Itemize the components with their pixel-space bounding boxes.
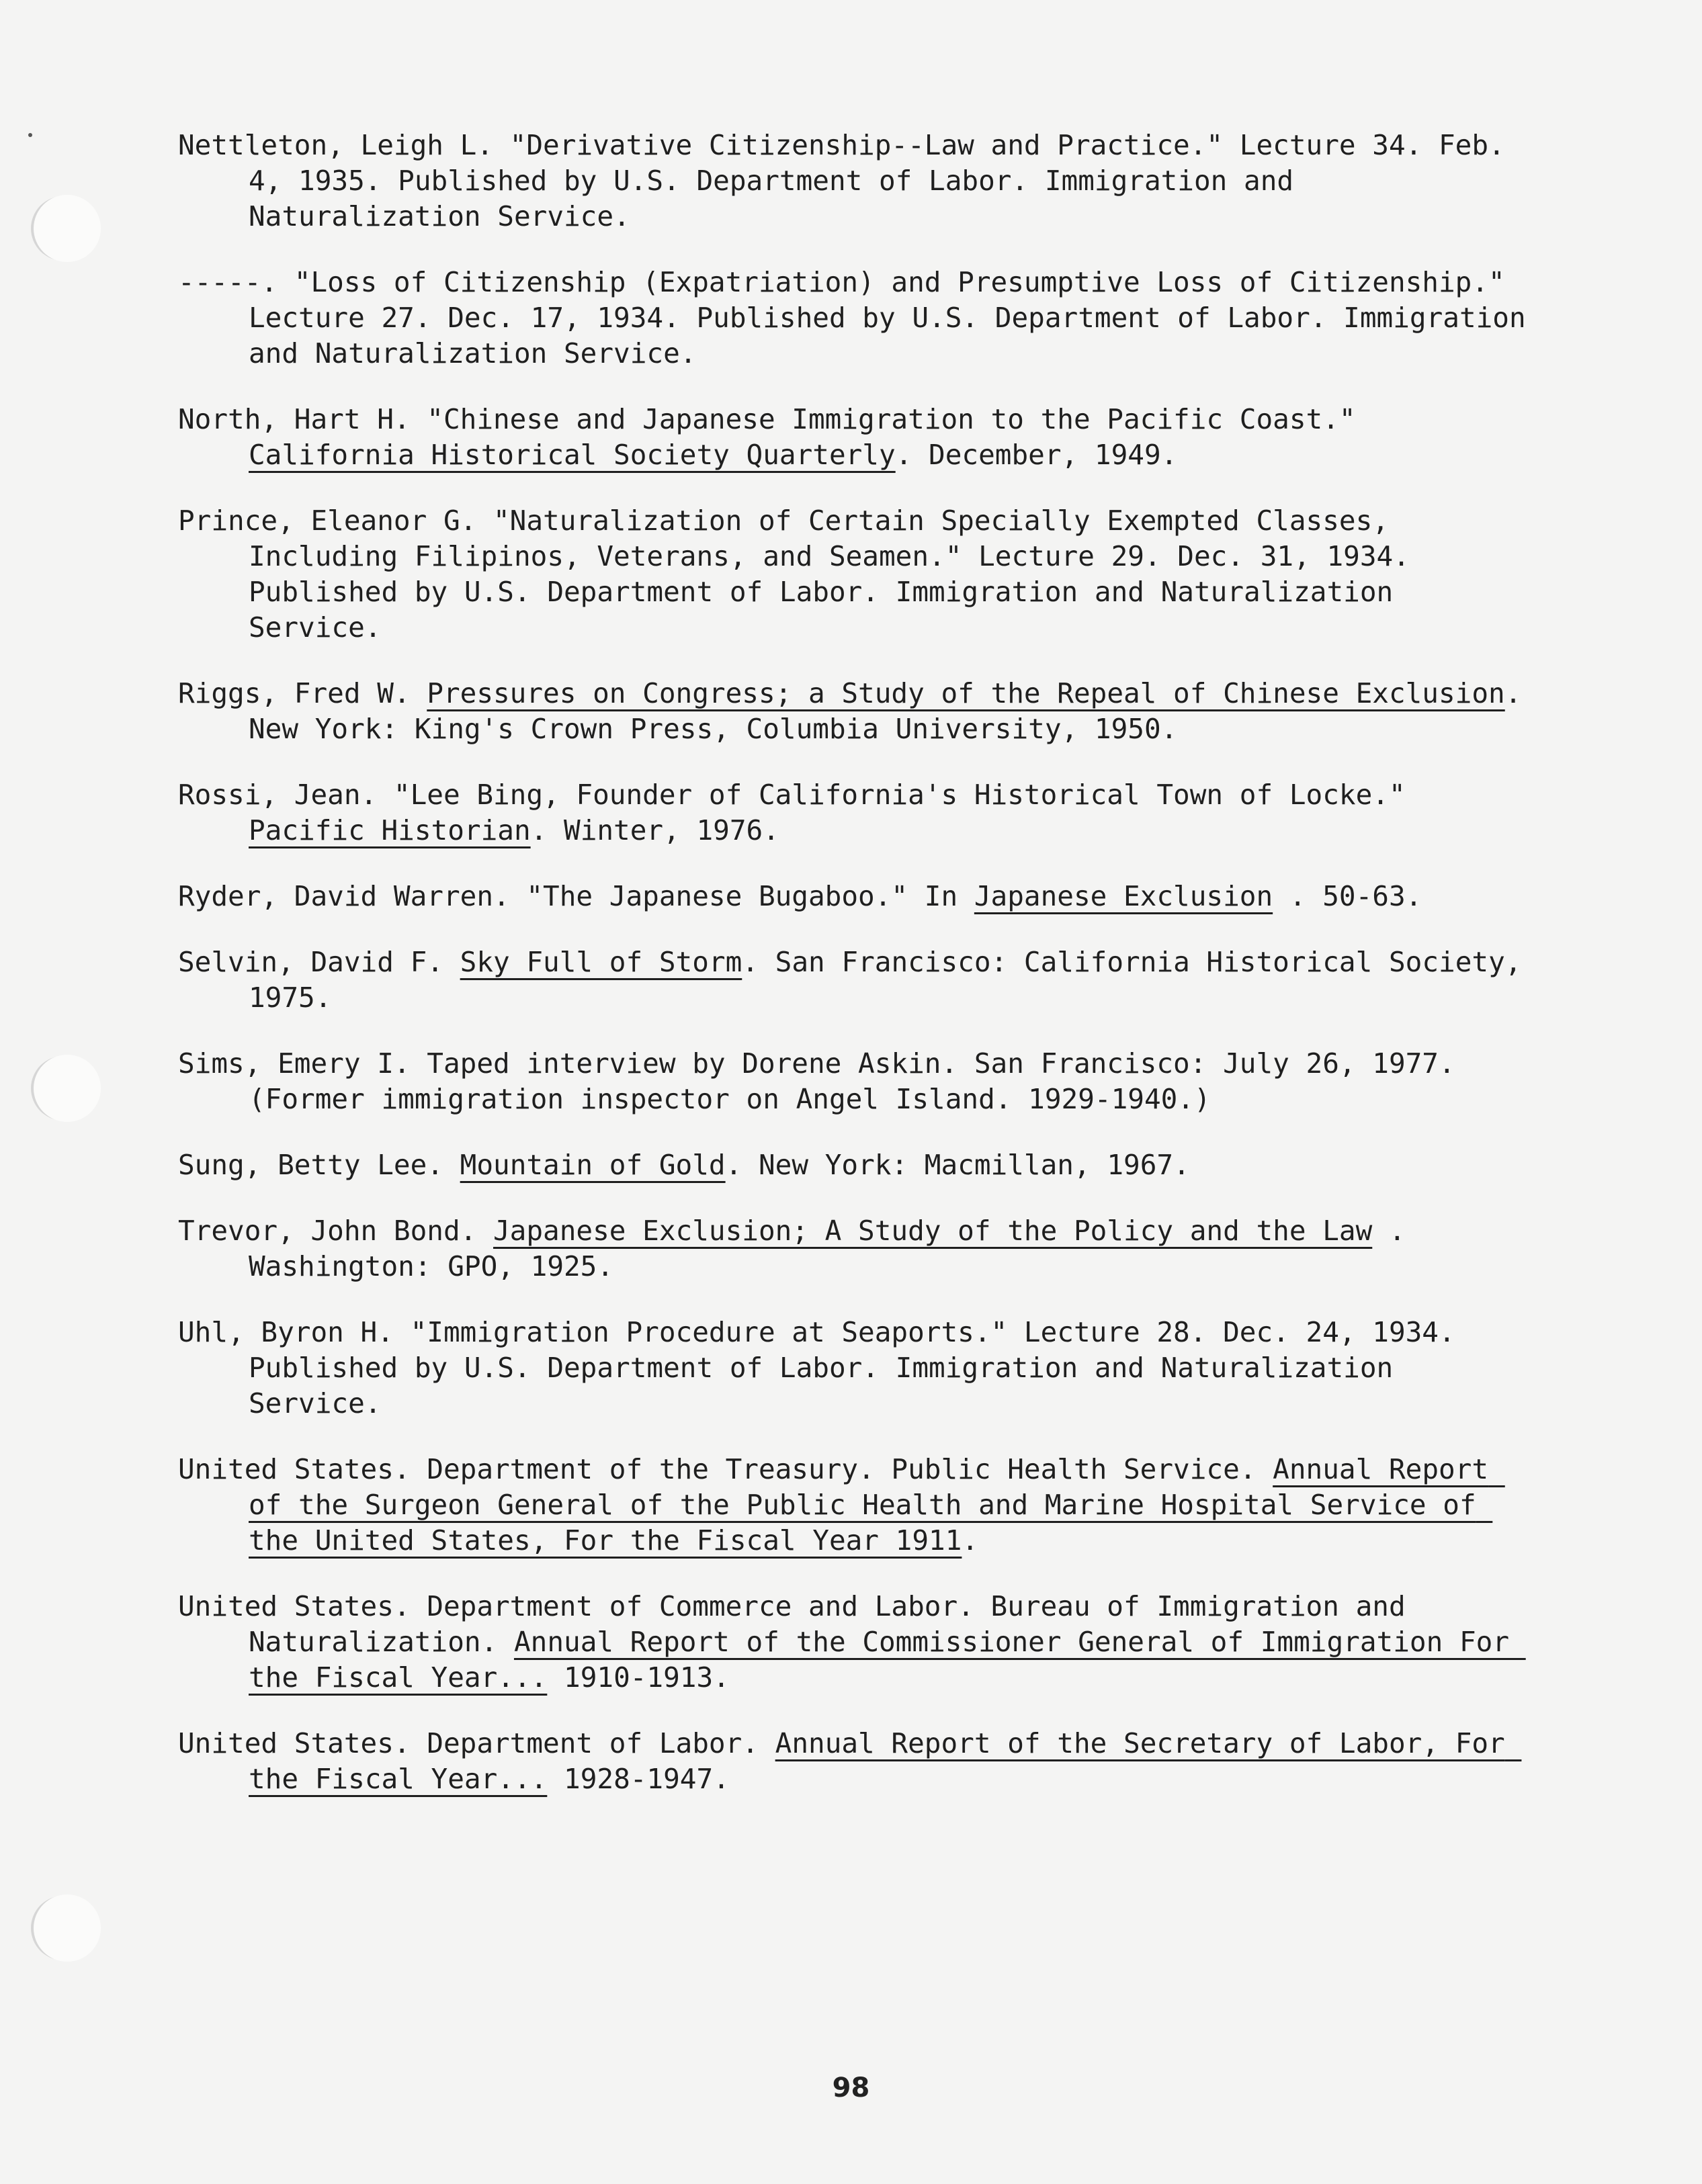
entry-text: 1910-1913. — [547, 1661, 730, 1694]
entry-text: Uhl, Byron H. "Immigration Procedure at Seaports." Lecture 28. Dec. 24, 1934. Published by U.S. Department of Labor. Immigration and Naturalization Service. — [178, 1316, 1472, 1419]
binder-hole — [34, 195, 101, 262]
bibliography-entry — [178, 1046, 1529, 1117]
entry-text: United States. Department of Commerce and Labor. Bureau of Immigration and Naturalization. — [178, 1590, 1422, 1658]
page-number: 98 — [832, 2072, 870, 2103]
entry-text: Riggs, Fred W. — [178, 677, 427, 709]
entry-title-underlined: Annual Report of the Secretary of Labor, For the Fiscal Year... — [249, 1727, 1522, 1795]
bibliography-entry — [178, 945, 1539, 1016]
entry-text: 1928-1947. — [547, 1763, 730, 1795]
entry-text: Selvin, David F. — [178, 946, 460, 978]
entry-title-underlined: Japanese Exclusion — [974, 880, 1273, 912]
bibliography-entry — [178, 128, 1529, 234]
entry-title-underlined: Annual Report of the Surgeon General of the Public Health and Marine Hospital Service of the United States, For the Fiscal Year 1911 — [249, 1453, 1505, 1557]
bibliography-entry — [178, 402, 1529, 473]
bibliography-list — [178, 128, 1543, 1797]
entry-text: . New York: King's Crown Press, Columbia University, 1950. — [249, 677, 1539, 745]
entry-text: Ryder, David Warren. "The Japanese Bugaboo." In — [178, 880, 974, 912]
bibliography-entry — [178, 1315, 1529, 1422]
entry-title-underlined: Mountain of Gold — [460, 1149, 726, 1181]
entry-text: Sims, Emery I. Taped interview by Dorene Askin. San Francisco: July 26, 1977. (Former immigration inspector on Angel Island. 1929-1940.) — [178, 1047, 1472, 1115]
bibliography-entry — [178, 1452, 1529, 1559]
entry-text: United States. Department of Labor. — [178, 1727, 775, 1759]
entry-text: . San Francisco: California Historical Society, 1975. — [249, 946, 1539, 1014]
scan-speck — [28, 133, 32, 137]
bibliography-entry — [178, 879, 1529, 914]
binder-hole — [34, 1894, 101, 1962]
bibliography-entry — [178, 1213, 1529, 1284]
bibliography-entry — [178, 265, 1543, 372]
bibliography-entry — [178, 1147, 1529, 1183]
entry-text: -----. "Loss of Citizenship (Expatriation) and Presumptive Loss of Citizenship." Lecture 27. Dec. 17, 1934. Published by U.S. Department of Labor. Immigration and Naturalization Service. — [178, 266, 1543, 369]
entry-text: Rossi, Jean. "Lee Bing, Founder of California's Historical Town of Locke." — [178, 779, 1422, 811]
entry-text: . 50-63. — [1273, 880, 1422, 912]
bibliography-entry — [178, 503, 1529, 646]
entry-title-underlined: Sky Full of Storm — [460, 946, 742, 978]
entry-title-underlined: Japanese Exclusion; A Study of the Policy and the Law — [493, 1215, 1373, 1247]
entry-text: Nettleton, Leigh L. "Derivative Citizenship--Law and Practice." Lecture 34. Feb. 4, 1935. Published by U.S. Department of Labor. Immigration and Naturalization Service. — [178, 129, 1522, 232]
bibliography-entry — [178, 1726, 1529, 1797]
entry-text: Trevor, John Bond. — [178, 1215, 493, 1247]
entry-text: . New York: Macmillan, 1967. — [725, 1149, 1190, 1181]
entry-text: Prince, Eleanor G. "Naturalization of Certain Specially Exempted Classes, Including Filipinos, Veterans, and Seamen." Lecture 29. Dec. 31, 1934. Published by U.S. Department of Labor. Immigration and Naturalization Service. — [178, 505, 1427, 644]
entry-title-underlined: Pacific Historian — [249, 814, 531, 846]
entry-text: . Washington: GPO, 1925. — [249, 1215, 1422, 1282]
entry-title-underlined: Pressures on Congress; a Study of the Repeal of Chinese Exclusion — [427, 677, 1505, 709]
entry-text: . Winter, 1976. — [530, 814, 779, 846]
bibliography-entry — [178, 1589, 1529, 1696]
entry-text: . December, 1949. — [895, 439, 1178, 471]
entry-title-underlined: California Historical Society Quarterly — [249, 439, 896, 471]
bibliography-entry — [178, 676, 1539, 747]
entry-text: United States. Department of the Treasury. Public Health Service. — [178, 1453, 1273, 1485]
entry-title-underlined: Annual Report of the Commissioner General of Immigration For the Fiscal Year... — [249, 1626, 1526, 1694]
binder-hole — [34, 1055, 101, 1122]
entry-text: Sung, Betty Lee. — [178, 1149, 460, 1181]
entry-text: . — [962, 1524, 979, 1557]
bibliography-entry — [178, 777, 1529, 848]
entry-text: North, Hart H. "Chinese and Japanese Immigration to the Pacific Coast." — [178, 403, 1373, 435]
